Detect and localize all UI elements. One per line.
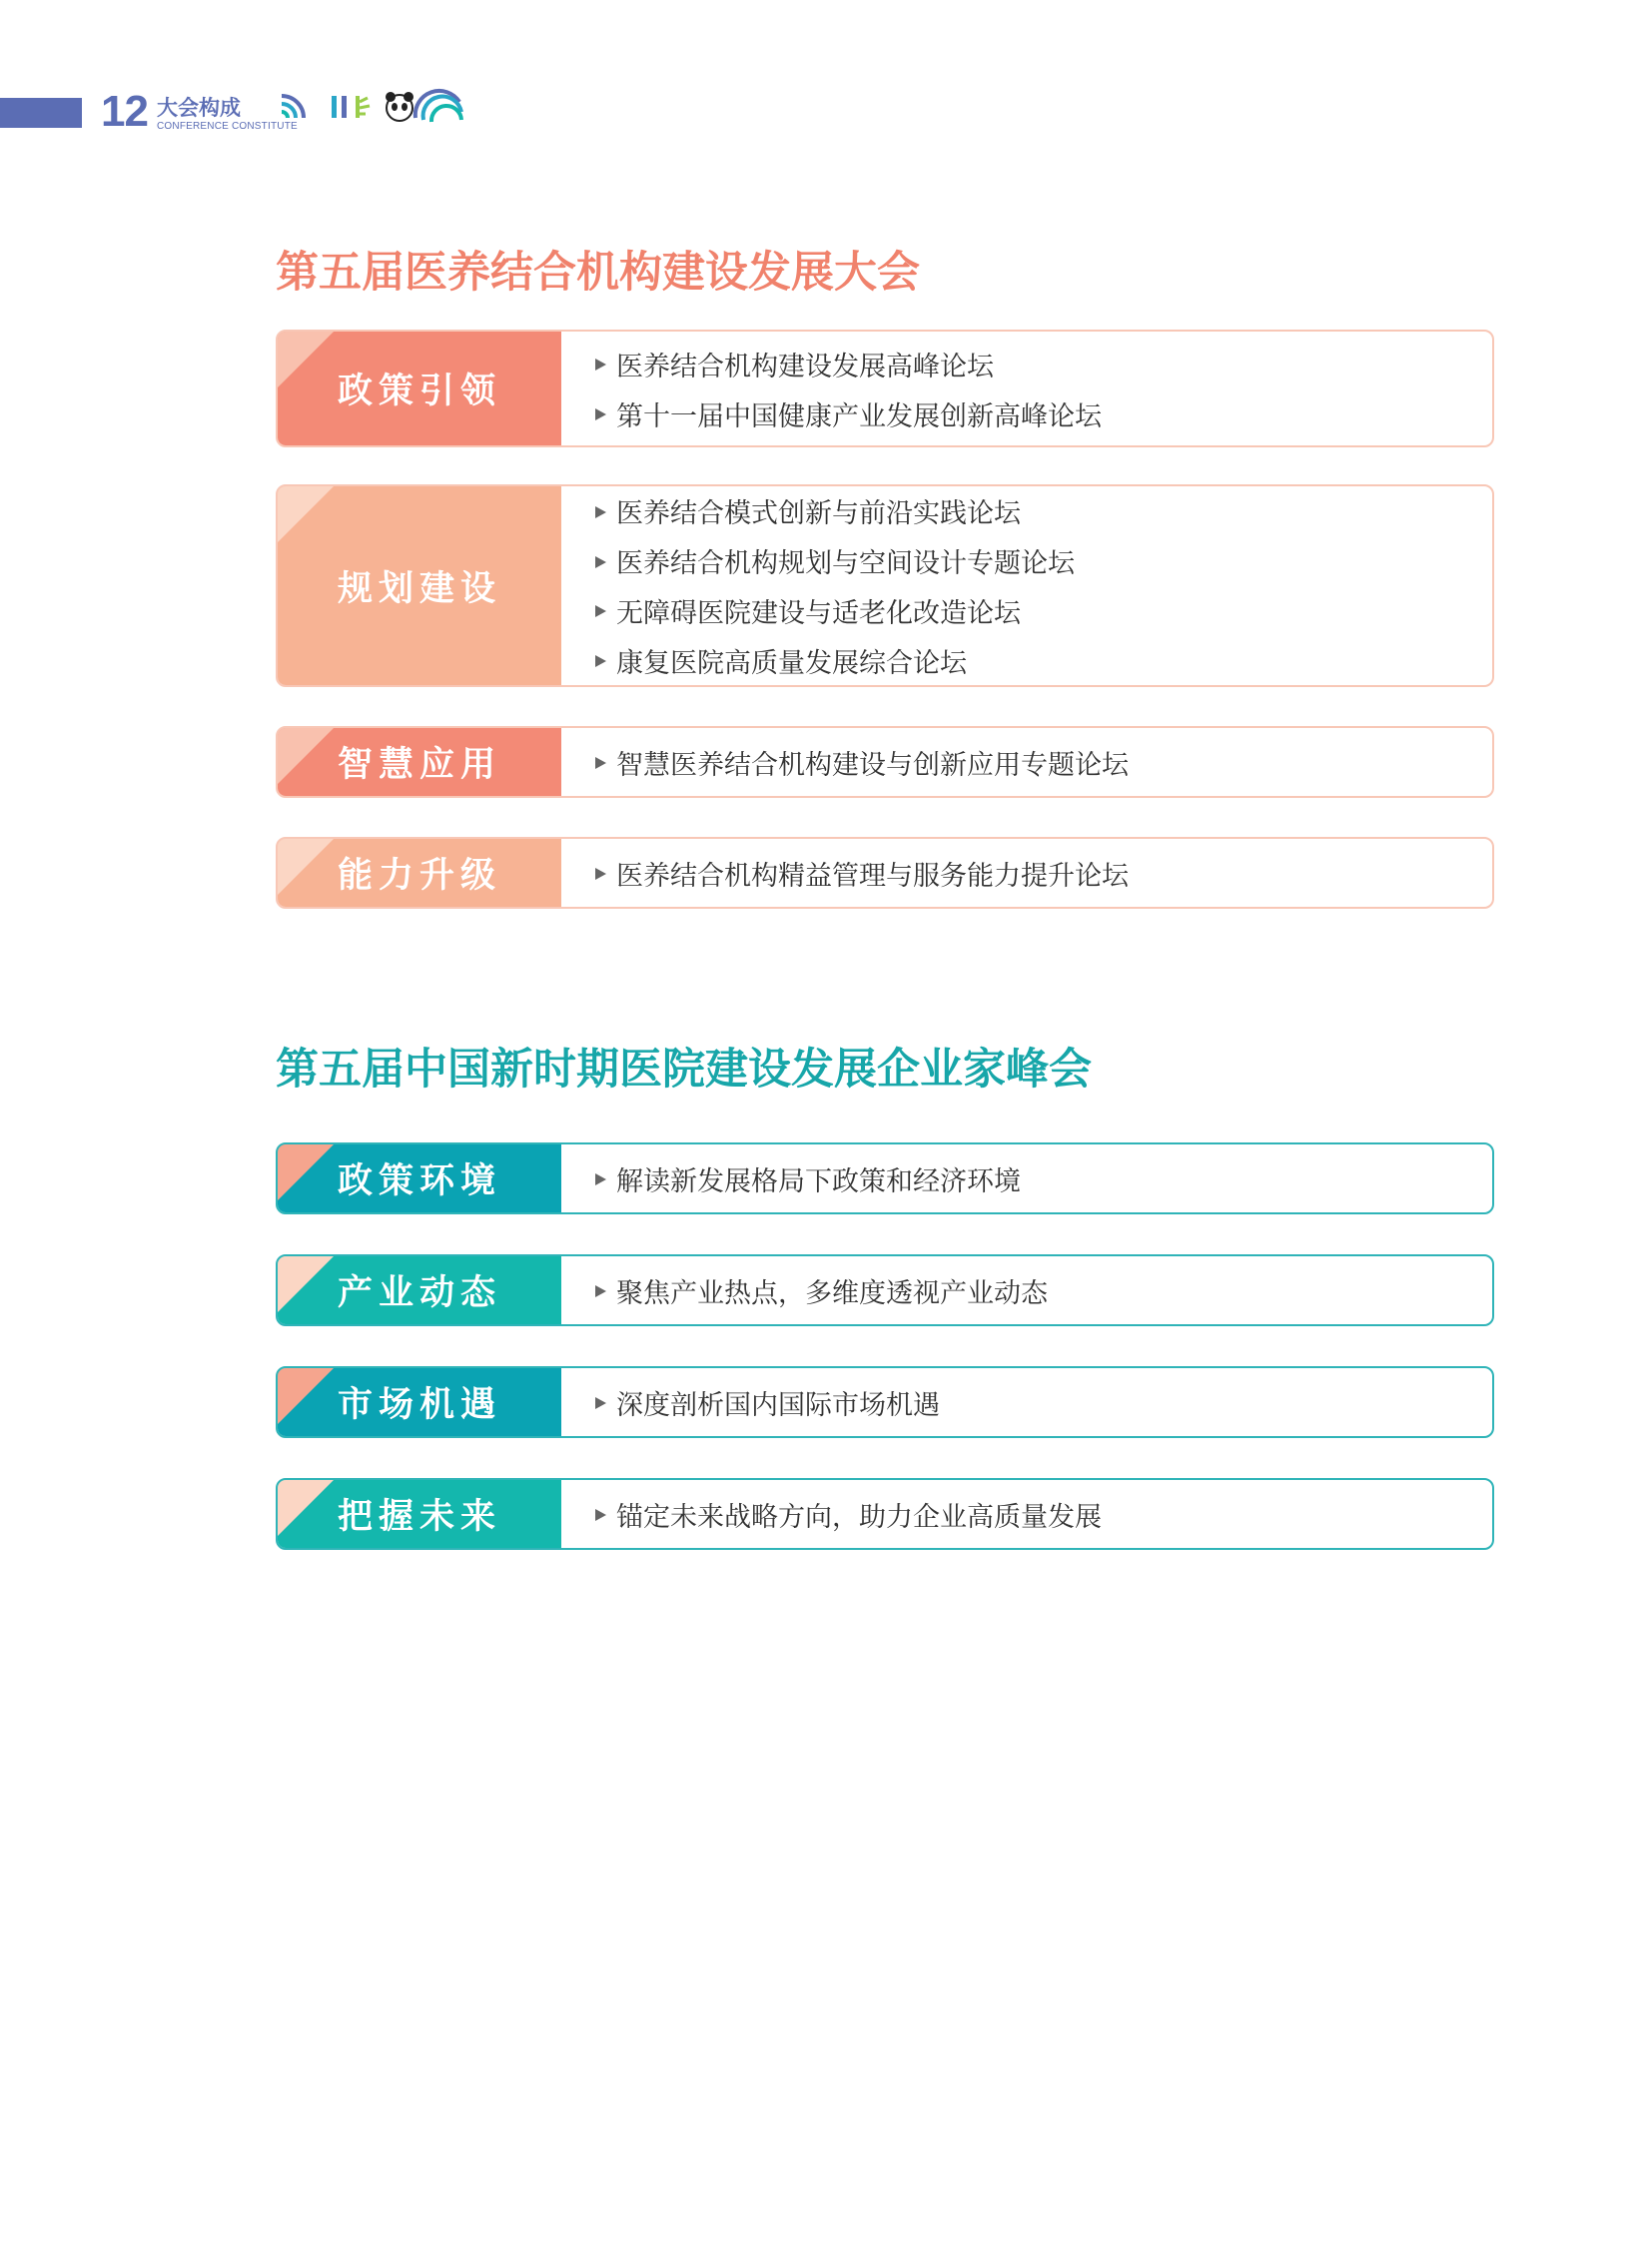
list-item	[595, 1153, 1492, 1203]
triangle-bullet-icon	[595, 655, 606, 667]
list-item	[595, 737, 1492, 787]
section1-block-capability	[276, 837, 1494, 909]
block-items	[561, 486, 1492, 685]
block-label-box	[278, 1256, 561, 1324]
block-label: 把握未来	[337, 1497, 501, 1537]
block-label-box	[278, 332, 561, 445]
list-item	[595, 486, 1492, 536]
list-item	[595, 536, 1492, 586]
block-label-box	[278, 486, 561, 685]
list-item	[595, 586, 1492, 636]
block-label-box	[278, 839, 561, 907]
block-label: 规划建设	[337, 568, 501, 609]
corner-accent-icon	[278, 839, 334, 895]
item-text: 聚焦产业热点，多维度透视产业动态	[616, 1277, 1048, 1309]
block-items	[561, 1144, 1492, 1212]
section1-block-planning	[276, 484, 1494, 687]
block-items	[561, 1256, 1492, 1324]
item-text: 无障碍医院建设与适老化改造论坛	[616, 597, 1021, 629]
item-text: 医养结合模式创新与前沿实践论坛	[616, 498, 1021, 530]
triangle-bullet-icon	[595, 1173, 606, 1185]
section-name: 大会构成	[157, 96, 241, 120]
block-label: 智慧应用	[337, 745, 501, 785]
triangle-bullet-icon	[595, 868, 606, 880]
item-text: 第十一届中国健康产业发展创新高峰论坛	[616, 400, 1102, 432]
section2-block-market	[276, 1366, 1494, 1438]
corner-accent-icon	[278, 728, 334, 784]
list-item	[595, 339, 1492, 388]
conference-logo-icon	[280, 88, 479, 134]
section-name-en: CONFERENCE CONSTITUTE	[157, 121, 298, 132]
item-text: 医养结合机构建设发展高峰论坛	[616, 351, 994, 382]
list-item	[595, 388, 1492, 438]
corner-accent-icon	[278, 332, 334, 387]
corner-accent-icon	[278, 1256, 334, 1312]
block-items	[561, 332, 1492, 445]
corner-accent-icon	[278, 1368, 334, 1424]
corner-accent-icon	[278, 486, 334, 542]
list-item	[595, 848, 1492, 898]
block-label-box	[278, 1368, 561, 1436]
block-label: 产业动态	[337, 1273, 501, 1313]
block-label-box	[278, 1144, 561, 1212]
section1-title: 第五届医养结合机构建设发展大会	[276, 248, 920, 298]
item-text: 医养结合机构规划与空间设计专题论坛	[616, 548, 1075, 580]
triangle-bullet-icon	[595, 605, 606, 617]
block-label: 市场机遇	[337, 1385, 501, 1425]
item-text: 康复医院高质量发展综合论坛	[616, 647, 967, 679]
list-item	[595, 1377, 1492, 1427]
triangle-bullet-icon	[595, 359, 606, 371]
corner-accent-icon	[278, 1144, 334, 1200]
item-text: 锚定未来战略方向，助力企业高质量发展	[616, 1501, 1102, 1533]
block-label-box	[278, 728, 561, 796]
block-items	[561, 728, 1492, 796]
triangle-bullet-icon	[595, 408, 606, 420]
item-text: 智慧医养结合机构建设与创新应用专题论坛	[616, 749, 1129, 781]
triangle-bullet-icon	[595, 1509, 606, 1521]
header-accent-bar	[0, 98, 82, 128]
list-item	[595, 1265, 1492, 1315]
section2-block-policy	[276, 1142, 1494, 1214]
item-text: 深度剖析国内国际市场机遇	[616, 1389, 940, 1421]
block-items	[561, 1480, 1492, 1548]
triangle-bullet-icon	[595, 1285, 606, 1297]
block-label: 能力升级	[337, 856, 501, 896]
item-text: 解读新发展格局下政策和经济环境	[616, 1165, 1021, 1197]
triangle-bullet-icon	[595, 1397, 606, 1409]
item-text: 医养结合机构精益管理与服务能力提升论坛	[616, 860, 1129, 892]
section2-block-industry	[276, 1254, 1494, 1326]
block-label-box	[278, 1480, 561, 1548]
block-items	[561, 1368, 1492, 1436]
page-number: 12	[101, 87, 148, 136]
section1-block-policy	[276, 330, 1494, 447]
list-item	[595, 635, 1492, 685]
triangle-bullet-icon	[595, 757, 606, 769]
section1-block-smart	[276, 726, 1494, 798]
block-label: 政策引领	[337, 372, 501, 411]
section2-title: 第五届中国新时期医院建设发展企业家峰会	[276, 1045, 1092, 1095]
block-label: 政策环境	[337, 1161, 501, 1201]
block-items	[561, 839, 1492, 907]
triangle-bullet-icon	[595, 556, 606, 568]
section2-block-future	[276, 1478, 1494, 1550]
corner-accent-icon	[278, 1480, 334, 1536]
list-item	[595, 1489, 1492, 1539]
triangle-bullet-icon	[595, 506, 606, 518]
